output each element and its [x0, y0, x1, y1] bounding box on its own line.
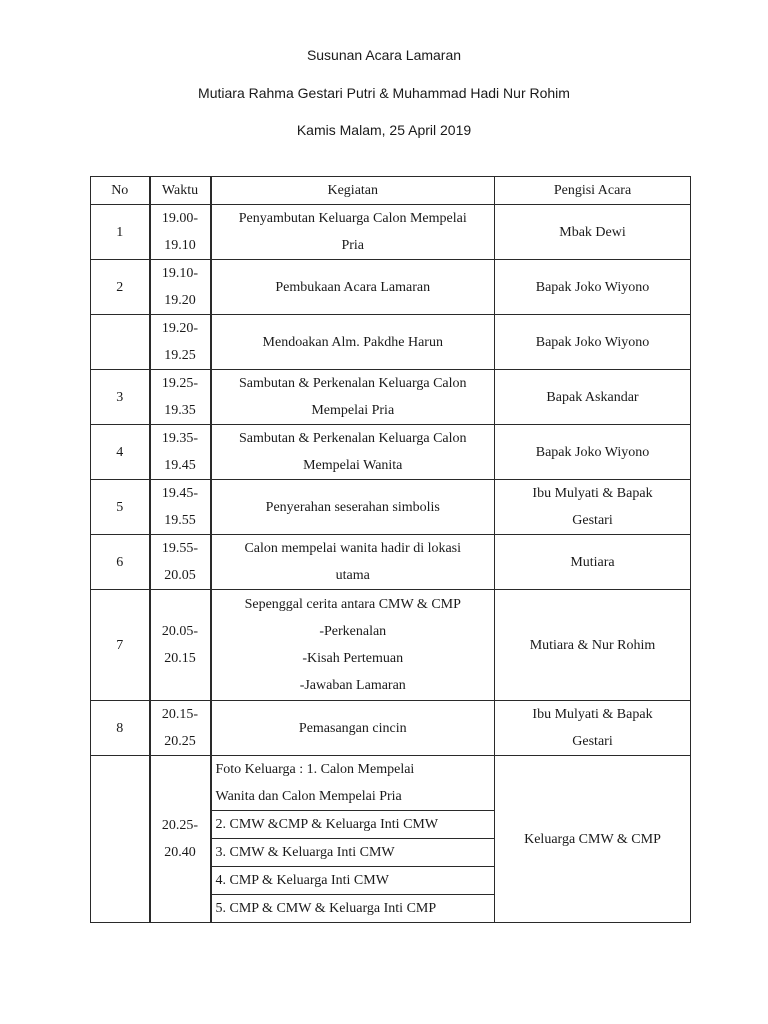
row-time — [150, 590, 211, 701]
row-host — [495, 480, 691, 535]
host-line: Ibu Mulyati & Bapak — [532, 486, 653, 501]
row-time — [150, 756, 211, 923]
activity-line: Penyambutan Keluarga Calon Mempelai — [238, 211, 467, 226]
activity-line: -Perkenalan — [319, 624, 387, 639]
row-number — [91, 756, 150, 923]
time-line: 19.55- — [161, 541, 199, 556]
time-line: 20.15- — [161, 707, 199, 722]
host-line: Ibu Mulyati & Bapak — [532, 707, 653, 722]
row-activity — [211, 590, 495, 701]
activity-line: Pria — [341, 238, 365, 253]
activity-line: -Jawaban Lamaran — [299, 678, 406, 693]
table-row — [91, 260, 691, 315]
activity-line: Penyerahan seserahan simbolis — [265, 499, 440, 515]
photo-row — [91, 756, 691, 811]
activity-line: Sambutan & Perkenalan Keluarga Calon — [238, 376, 467, 391]
time-line: 20.05- — [161, 624, 199, 639]
time-line: 19.45 — [164, 458, 196, 473]
table-row — [91, 370, 691, 425]
row-host — [495, 535, 691, 590]
row-host: Keluarga CMW & CMP — [495, 756, 691, 923]
row-time — [150, 315, 211, 370]
time-line: 20.25 — [164, 734, 196, 749]
activity-line: Foto Keluarga : 1. Calon Mempelai — [215, 762, 415, 777]
activity-line: 2. CMW &CMP & Keluarga Inti CMW — [215, 817, 439, 832]
table-row — [91, 701, 691, 756]
table-row — [91, 205, 691, 260]
host-line: Bapak Joko Wiyono — [535, 444, 650, 460]
row-host — [495, 260, 691, 315]
document-title: Susunan Acara Lamaran — [306, 47, 462, 63]
host-line: Bapak Joko Wiyono — [535, 334, 650, 350]
row-time — [150, 425, 211, 480]
table-row — [91, 480, 691, 535]
row-activity — [211, 480, 495, 535]
table-row — [91, 590, 691, 701]
row-number: 4 — [91, 425, 150, 480]
activity-line: -Kisah Pertemuan — [302, 651, 404, 666]
row-number: 3 — [91, 370, 150, 425]
table-row — [91, 315, 691, 370]
time-line: 19.55 — [164, 513, 196, 528]
time-line: 19.20- — [161, 321, 199, 336]
photo-activity — [211, 839, 495, 867]
time-line: 20.40 — [164, 845, 196, 860]
host-line: Mutiara & Nur Rohim — [529, 637, 656, 653]
header-time: Waktu — [150, 177, 211, 205]
row-activity — [211, 425, 495, 480]
row-number: 1 — [91, 205, 150, 260]
row-number: 7 — [91, 590, 150, 701]
row-activity — [211, 315, 495, 370]
activity-line: Wanita dan Calon Mempelai Pria — [215, 789, 402, 804]
row-host — [495, 590, 691, 701]
time-line: 19.00- — [161, 211, 199, 226]
time-line: 20.25- — [161, 818, 199, 833]
header-activity: Kegiatan — [211, 177, 495, 205]
row-time — [150, 480, 211, 535]
activity-line: Calon mempelai wanita hadir di lokasi — [244, 541, 462, 556]
row-host — [495, 370, 691, 425]
photo-activity — [211, 895, 495, 923]
table-row — [91, 535, 691, 590]
row-activity — [211, 260, 495, 315]
host-line: Bapak Joko Wiyono — [535, 279, 650, 295]
agenda-body — [91, 205, 691, 923]
activity-line: utama — [335, 568, 370, 583]
agenda-table — [90, 176, 691, 923]
activity-line: Mempelai Wanita — [303, 458, 403, 473]
host-line: Gestari — [572, 734, 613, 749]
header-no: No — [91, 177, 150, 205]
time-line: 19.10- — [161, 266, 199, 281]
row-activity — [211, 701, 495, 756]
activity-line: Sambutan & Perkenalan Keluarga Calon — [238, 431, 467, 446]
activity-line: Mendoakan Alm. Pakdhe Harun — [262, 334, 443, 350]
row-time — [150, 260, 211, 315]
host-line: Gestari — [572, 513, 613, 528]
row-number: 5 — [91, 480, 150, 535]
row-time — [150, 370, 211, 425]
activity-line: 4. CMP & Keluarga Inti CMW — [215, 873, 389, 888]
time-line: 19.45- — [161, 486, 199, 501]
activity-line: Sepenggal cerita antara CMW & CMP — [244, 597, 461, 612]
time-line: 19.20 — [164, 293, 196, 308]
activity-line: 5. CMP & CMW & Keluarga Inti CMP — [215, 901, 437, 916]
row-activity — [211, 535, 495, 590]
row-time — [150, 535, 211, 590]
activity-line: Pemasangan cincin — [298, 720, 407, 736]
photo-activity — [211, 867, 495, 895]
row-time — [150, 205, 211, 260]
row-time — [150, 701, 211, 756]
row-host — [495, 701, 691, 756]
time-line: 19.10 — [164, 238, 196, 253]
row-host — [495, 315, 691, 370]
event-date: Kamis Malam, 25 April 2019 — [296, 122, 472, 138]
time-line: 19.25 — [164, 348, 196, 363]
time-line: 19.25- — [161, 376, 199, 391]
activity-line: Pembukaan Acara Lamaran — [275, 279, 431, 295]
time-line: 19.35- — [161, 431, 199, 446]
photo-activity — [211, 811, 495, 839]
time-line: 20.15 — [164, 651, 196, 666]
row-activity — [211, 205, 495, 260]
row-number — [91, 315, 150, 370]
time-line: 19.35 — [164, 403, 196, 418]
row-activity — [211, 370, 495, 425]
row-number: 2 — [91, 260, 150, 315]
row-host — [495, 205, 691, 260]
host-line: Mbak Dewi — [559, 224, 626, 240]
header-host: Pengisi Acara — [495, 177, 691, 205]
couple-names: Mutiara Rahma Gestari Putri & Muhammad Hadi Nur Rohim — [198, 85, 570, 101]
time-line: 20.05 — [164, 568, 196, 583]
row-host — [495, 425, 691, 480]
activity-line: 3. CMW & Keluarga Inti CMW — [215, 845, 395, 860]
host-line: Mutiara — [570, 554, 615, 570]
table-header-row — [91, 177, 691, 205]
row-number: 8 — [91, 701, 150, 756]
row-number: 6 — [91, 535, 150, 590]
activity-line: Mempelai Pria — [311, 403, 395, 418]
table-row — [91, 425, 691, 480]
host-line: Bapak Askandar — [546, 389, 639, 405]
photo-activity — [211, 756, 495, 811]
